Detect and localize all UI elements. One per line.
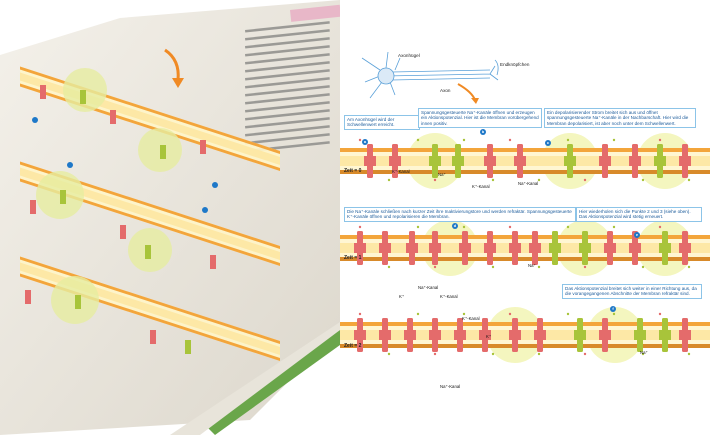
ion-dot — [359, 226, 361, 228]
k-channel-core — [534, 330, 546, 340]
na-ion-label-r2: Na⁺ — [640, 350, 648, 355]
ion-dot — [642, 266, 644, 268]
ion-dot — [463, 139, 465, 141]
k-channel-core — [679, 156, 691, 166]
time-label-2: Zeit = 2 — [344, 343, 362, 349]
label-axonhuegel: Axonhügel — [398, 53, 420, 58]
k-channel-core — [454, 330, 466, 340]
na-kanal-label-r2: Na⁺-Kanal — [440, 384, 461, 389]
ion-dot — [434, 266, 436, 268]
label-endknoepfchen: Endknöpfchen — [500, 62, 530, 67]
na-channel-core — [452, 156, 464, 166]
ion-dot — [538, 266, 540, 268]
marker-a: a — [363, 139, 367, 144]
marker-b: b — [481, 129, 485, 134]
k-channel-core — [604, 243, 616, 253]
na-channel-core — [429, 156, 441, 166]
k-channel-core — [429, 330, 441, 340]
marker-c: c — [546, 140, 550, 145]
ion-dot — [388, 179, 390, 181]
k-channel-core — [406, 243, 418, 253]
ion-dot — [417, 313, 419, 315]
marker-e: e — [635, 232, 639, 237]
k-kanal-label-r2a: K⁺-Kanal — [462, 316, 480, 321]
ion-dot — [567, 139, 569, 141]
ion-dot — [417, 139, 419, 141]
k-kanal-label-r1: K⁺-Kanal — [440, 294, 458, 299]
na-channel-core — [634, 330, 646, 340]
ion-dot — [509, 313, 511, 315]
k-channel-core — [509, 330, 521, 340]
membrane-outer-layer — [340, 322, 710, 326]
k-channel-core — [599, 156, 611, 166]
ion-dot — [509, 226, 511, 228]
na-channel-core — [659, 243, 671, 253]
k-channel-core — [484, 243, 496, 253]
k-channel-core — [529, 243, 541, 253]
ion-dot — [463, 313, 465, 315]
k-channel-core — [354, 243, 366, 253]
marker-d: d — [453, 223, 457, 228]
k-channel-core — [484, 156, 496, 166]
ion-dot — [642, 179, 644, 181]
na-channel-core — [574, 330, 586, 340]
annotation-c: Ein depolarisierender Strom breitet sich aus und öffnet spannungsgesteuerte Na⁺-Kanäle in der Nachbarschaft. Hier wird die Membran depolarisiert, ist aber noch unter dem Schwellenwert. — [544, 108, 696, 128]
na-channel-core — [654, 156, 666, 166]
na-channel-core — [564, 156, 576, 166]
k-channel-core — [404, 330, 416, 340]
k-channel-core — [364, 156, 376, 166]
k-channel-core — [629, 156, 641, 166]
k-channel-core — [379, 243, 391, 253]
na-channel-core — [659, 330, 671, 340]
na-ion-label-r0: Na⁺ — [438, 172, 446, 177]
ion-dot — [584, 179, 586, 181]
membrane-core — [340, 330, 710, 340]
ion-dot — [388, 266, 390, 268]
membrane-inner-layer — [340, 344, 710, 348]
ion-dot — [492, 266, 494, 268]
na-kanal-label-r0: Na⁺-Kanal — [518, 181, 539, 186]
ion-dot — [613, 139, 615, 141]
ion-dot — [688, 266, 690, 268]
na-kanal-label-r1: Na⁺-Kanal — [418, 285, 439, 290]
ion-dot — [659, 139, 661, 141]
ion-dot — [567, 226, 569, 228]
annotation-e: Hier wiederholen sich die Punkte 2 und 3 (siehe oben). Das Aktionspotenzial wird stetig erneuert. — [576, 207, 702, 222]
ion-dot — [613, 313, 615, 315]
ion-dot — [567, 313, 569, 315]
ion-dot — [492, 353, 494, 355]
na-channel-core — [579, 243, 591, 253]
ion-dot — [434, 179, 436, 181]
k-channel-core — [354, 330, 366, 340]
k-channel-core — [429, 243, 441, 253]
k-channel-core — [459, 243, 471, 253]
k-ion-label-r2: K⁺ — [486, 334, 492, 339]
ion-dot — [359, 139, 361, 141]
annotation-b: Spannungsgesteuerte Na⁺-Kanäle öffnen und erzeugen ein Aktionspotenzial. Hier ist die Membran vorübergehend innen positiv. — [418, 108, 542, 128]
membrane-outer-layer — [340, 235, 710, 239]
k-channel-core — [679, 243, 691, 253]
k-kanal-label-r0a: K⁺-Kanal — [392, 169, 410, 174]
ion-dot — [434, 353, 436, 355]
ion-dot — [492, 179, 494, 181]
ion-dot — [359, 313, 361, 315]
k-channel-core — [514, 156, 526, 166]
ion-dot — [613, 226, 615, 228]
action-potential-diagram — [340, 0, 710, 435]
ion-dot — [584, 266, 586, 268]
textbook-photo — [0, 0, 340, 435]
k-channel-core — [389, 156, 401, 166]
label-axon: Axon — [440, 88, 451, 93]
ion-dot — [688, 353, 690, 355]
ion-dot — [538, 353, 540, 355]
ion-dot — [463, 226, 465, 228]
k-channel-core — [379, 330, 391, 340]
k-channel-core — [509, 243, 521, 253]
annotation-f: Das Aktionspotenzial breitet sich weiter in einer Richtung aus, da die vorangegangenen Abschnitte der Membran refraktär sind. — [562, 284, 702, 299]
annotation-a: Am Axonhügel wird der Schwellenwert erreicht. — [344, 115, 420, 130]
annotation-d: Die Na⁺-Kanäle schließen nach kurzer Zeit ihre Inaktivierungstore und werden refraktär. Spannungsgesteuerte K⁺-Kanäle öffnen und repolarisieren die Membran. — [344, 207, 576, 222]
time-label-1: Zeit = 1 — [344, 255, 362, 261]
ion-dot — [417, 226, 419, 228]
ion-dot — [509, 139, 511, 141]
k-kanal-label-r0b: K⁺-Kanal — [472, 184, 490, 189]
k-channel-core — [629, 243, 641, 253]
na-ion-label-r1: Na⁺ — [528, 263, 536, 268]
k-channel-core — [599, 330, 611, 340]
ion-dot — [388, 353, 390, 355]
k-ion-label-r1a: K⁺ — [399, 294, 405, 299]
membrane-inner-layer — [340, 257, 710, 261]
na-channel-core — [549, 243, 561, 253]
ion-dot — [659, 313, 661, 315]
time-label-0: Zeit = 0 — [344, 168, 362, 174]
membrane-core — [340, 243, 710, 253]
ion-dot — [584, 353, 586, 355]
k-channel-core — [679, 330, 691, 340]
marker-f: f — [610, 306, 616, 312]
ion-dot — [688, 179, 690, 181]
ion-dot — [659, 226, 661, 228]
